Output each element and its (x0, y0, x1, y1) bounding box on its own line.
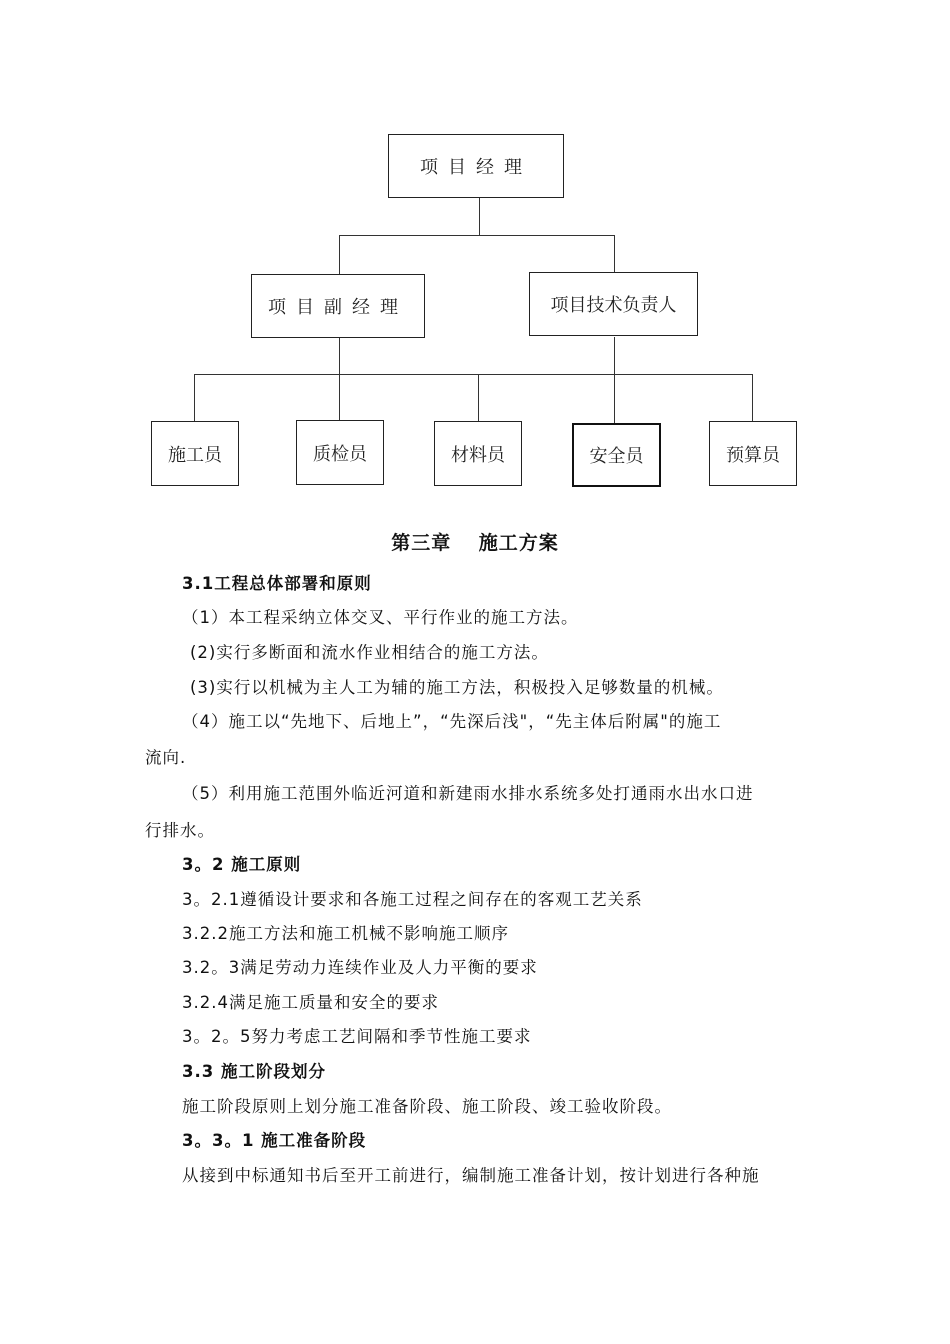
org-node-safety-officer: 安全员 (572, 423, 661, 487)
chapter-title: 第三章 施工方案 (391, 532, 559, 554)
connector-line (339, 374, 340, 421)
org-node-tech-lead: 项目技术负责人 (529, 272, 698, 336)
paragraph-line: 从接到中标通知书后至开工前进行，编制施工准备计划，按计划进行各种施 (182, 1166, 760, 1185)
section-heading-3-3: 3.3 施工阶段划分 (182, 1062, 326, 1081)
paragraph-line: 流向. (145, 748, 187, 767)
org-node-manager: 项目经理 (388, 134, 564, 198)
paragraph-line: (2)实行多断面和流水作业相结合的施工方法。 (190, 643, 549, 662)
paragraph-line: 3。2.1遵循设计要求和各施工过程之间存在的客观工艺关系 (182, 890, 643, 909)
connector-line (194, 374, 195, 422)
connector-line (194, 374, 753, 375)
paragraph-line: 3.2。3满足劳动力连续作业及人力平衡的要求 (182, 958, 538, 977)
org-node-deputy-manager: 项目副经理 (251, 274, 425, 338)
org-node-material-clerk: 材料员 (434, 421, 522, 486)
paragraph-line: 3.2.2施工方法和施工机械不影响施工顺序 (182, 924, 509, 943)
connector-line (339, 235, 340, 275)
paragraph-line: （1）本工程采纳立体交叉、平行作业的施工方法。 (182, 608, 579, 627)
paragraph-line: （4）施工以“先地下、后地上”，“先深后浅"，“先主体后附属"的施工 (182, 712, 722, 731)
paragraph-line: (3)实行以机械为主人工为辅的施工方法，积极投入足够数量的机械。 (190, 678, 724, 697)
connector-line (614, 337, 615, 374)
paragraph-line: 施工阶段原则上划分施工准备阶段、施工阶段、竣工验收阶段。 (182, 1097, 672, 1116)
paragraph-line: 3.2.4满足施工质量和安全的要求 (182, 993, 439, 1012)
section-heading-3-1: 3.1工程总体部署和原则 (182, 574, 372, 593)
paragraph-line: 3。2。5努力考虑工艺间隔和季节性施工要求 (182, 1027, 532, 1046)
org-node-budget-officer: 预算员 (709, 421, 797, 486)
paragraph-line: 行排水。 (145, 821, 215, 840)
org-node-constructor: 施工员 (151, 421, 239, 486)
org-node-quality-inspector: 质检员 (296, 420, 384, 485)
connector-line (614, 235, 615, 273)
paragraph-line: （5）利用施工范围外临近河道和新建雨水排水系统多处打通雨水出水口进 (182, 784, 754, 803)
connector-line (339, 337, 340, 374)
section-heading-3-3-1: 3。3。1 施工准备阶段 (182, 1131, 367, 1150)
connector-line (478, 374, 479, 422)
connector-line (614, 374, 615, 424)
connector-line (479, 197, 480, 235)
connector-line (339, 235, 615, 236)
section-heading-3-2: 3。2 施工原则 (182, 855, 302, 874)
connector-line (752, 374, 753, 422)
